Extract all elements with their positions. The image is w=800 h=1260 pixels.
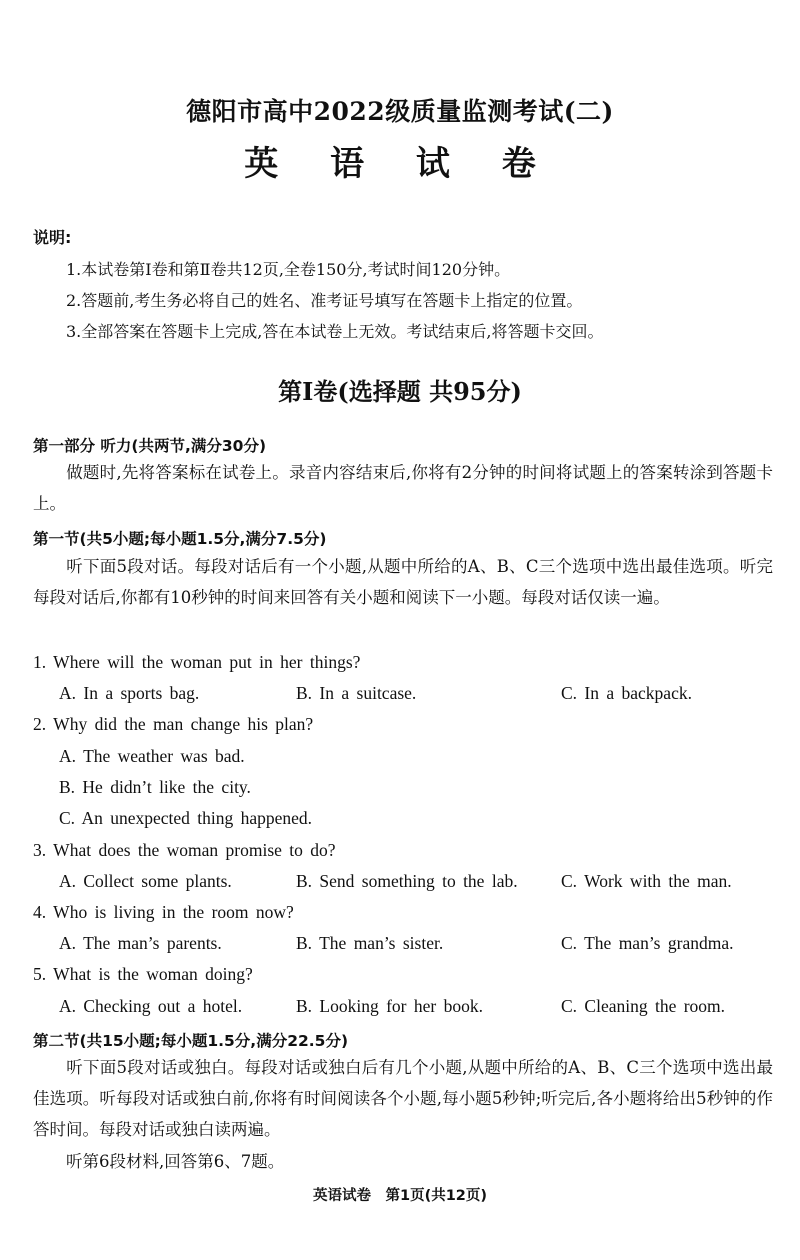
section1-intro (33, 551, 773, 613)
subject-title: 英 语 试 卷 (244, 144, 556, 184)
part1-intro-text: 做题时,先将答案标在试卷上。录音内容结束后,你将有2分钟的时间将试题上的答案转涂到答题卡上。 (33, 463, 773, 513)
volume-title: 第Ⅰ卷(选择题 共95分) (278, 377, 522, 406)
instruction-item: 1.本试卷第Ⅰ卷和第Ⅱ卷共12页,全卷150分,考试时间120分钟。 (66, 260, 511, 279)
part1-heading: 第一部分 听力(共两节,满分30分) (33, 437, 267, 455)
exam-title: 德阳市高中2022级质量监测考试(二) (186, 97, 614, 126)
option-a: A. Collect some plants. (59, 871, 232, 891)
option-c: C. In a backpack. (561, 683, 692, 703)
instruction-item: 3.全部答案在答题卡上完成,答在本试卷上无效。考试结束后,将答题卡交回。 (66, 322, 604, 341)
option-a: A. The man’s parents. (59, 933, 222, 953)
section2-heading: 第二节(共15小题;每小题1.5分,满分22.5分) (33, 1032, 349, 1050)
option-b: B. He didn’t like the city. (59, 777, 251, 797)
option-c: C. The man’s grandma. (561, 933, 734, 953)
section2-intro (33, 1052, 773, 1145)
option-c: C. An unexpected thing happened. (59, 808, 313, 828)
part1-intro (33, 457, 773, 519)
option-b: B. In a suitcase. (296, 683, 417, 703)
section2-sub-intro-text: 听第6段材料,回答第6、7题。 (66, 1152, 285, 1171)
section2-sub-intro (33, 1146, 773, 1177)
option-a: A. Checking out a hotel. (59, 996, 243, 1016)
option-b: B. The man’s sister. (296, 933, 444, 953)
section2-intro-text: 听下面5段对话或独白。每段对话或独白后有几个小题,从题中所给的A、B、C三个选项中选出最佳选项。听每段对话或独白前,你将有时间阅读各个小题,每小题5秒钟;听完后,各小题将给出5秒钟的作答时间。每段对话或独白读两遍。 (33, 1058, 773, 1139)
page-footer: 英语试卷 第1页(共12页) (312, 1188, 488, 1204)
section1-intro-text: 听下面5段对话。每段对话后有一个小题,从题中所给的A、B、C三个选项中选出最佳选项。听完每段对话后,你都有10秒钟的时间来回答有关小题和阅读下一小题。每段对话仅读一遍。 (33, 557, 773, 607)
instructions-heading: 说明: (33, 228, 72, 247)
question-stem: 5. What is the woman doing? (33, 964, 253, 984)
option-a: A. In a sports bag. (59, 683, 200, 703)
question-stem: 1. Where will the woman put in her things? (33, 652, 361, 672)
option-c: C. Work with the man. (561, 871, 732, 891)
question-stem: 3. What does the woman promise to do? (33, 840, 336, 860)
option-b: B. Send something to the lab. (296, 871, 518, 891)
section1-heading: 第一节(共5小题;每小题1.5分,满分7.5分) (33, 530, 327, 548)
question-stem: 4. Who is living in the room now? (33, 902, 294, 922)
question-stem: 2. Why did the man change his plan? (33, 714, 314, 734)
option-c: C. Cleaning the room. (561, 996, 726, 1016)
option-b: B. Looking for her book. (296, 996, 483, 1016)
instruction-item: 2.答题前,考生务必将自己的姓名、准考证号填写在答题卡上指定的位置。 (66, 291, 583, 310)
option-a: A. The weather was bad. (59, 746, 245, 766)
